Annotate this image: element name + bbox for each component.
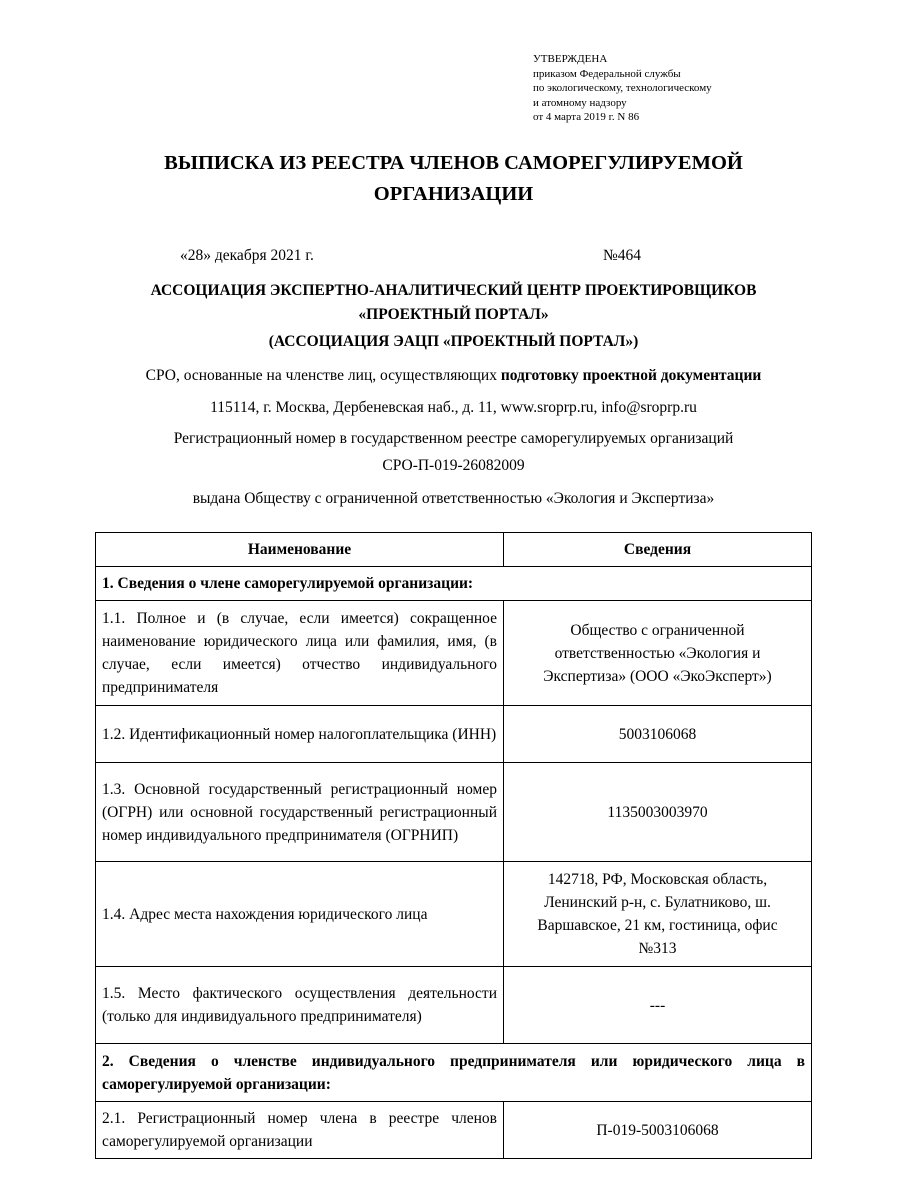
row-value: 5003106068	[504, 706, 812, 763]
approval-line: и атомному надзору	[533, 96, 627, 109]
sro-type	[0, 367, 907, 385]
registry-label: Регистрационный номер в государственном реестре саморегулируемых организаций	[173, 430, 734, 447]
document-date: «28» декабря 2021 г.	[180, 247, 314, 264]
title-line-2: ОРГАНИЗАЦИИ	[373, 183, 534, 205]
row-label: 1.3. Основной государственный регистрационный номер (ОГРН) или основной государственный регистрационный номер индивидуального предпринимателя (ОГРНИП)	[96, 763, 504, 862]
document-number: №464	[603, 247, 642, 264]
section-2-title: 2. Сведения о членстве индивидуального предпринимателя или юридического лица в саморегулируемой организации:	[96, 1044, 812, 1102]
table-row	[96, 601, 812, 706]
org-name-line-2: «ПРОЕКТНЫЙ ПОРТАЛ»	[358, 306, 549, 323]
row-value: 142718, РФ, Московская область, Ленинский р-н, с. Булатниково, ш. Варшавское, 21 км, гостиница, офис №313	[504, 862, 812, 967]
table-row	[96, 706, 812, 763]
row-label: 1.2. Идентификационный номер налогоплательщика (ИНН)	[96, 706, 504, 763]
section-row	[96, 1044, 812, 1102]
row-label: 1.4. Адрес места нахождения юридического лица	[96, 862, 504, 967]
title-line-1: ВЫПИСКА ИЗ РЕЕСТРА ЧЛЕНОВ САМОРЕГУЛИРУЕМОЙ	[164, 152, 743, 174]
approval-line: УТВЕРЖДЕНА	[533, 53, 608, 65]
row-value: П-019-5003106068	[504, 1102, 812, 1159]
approval-line: по экологическому, технологическому	[533, 82, 712, 94]
column-header-name: Наименование	[96, 533, 504, 567]
row-value: 1135003003970	[504, 763, 812, 862]
org-address: 115114, г. Москва, Дербеневская наб., д. 11, www.sroprp.ru, info@sroprp.ru	[210, 399, 697, 416]
row-label: 1.1. Полное и (в случае, если имеется) сокращенное наименование юридического лица или фамилия, имя, (в случае, если имеется) отчество индивидуального предпринимателя	[96, 601, 504, 706]
table-row	[96, 1102, 812, 1159]
table-header-row	[96, 533, 812, 567]
section-1-title: 1. Сведения о члене саморегулируемой организации:	[96, 567, 812, 601]
registry-table	[95, 532, 812, 1159]
column-header-info: Сведения	[504, 533, 812, 567]
approval-line: от 4 марта 2019 г. N 86	[533, 111, 640, 123]
registry-number: СРО-П-019-26082009	[382, 457, 525, 474]
sro-type-activity: подготовку проектной документации	[500, 367, 762, 384]
org-short-name: (АССОЦИАЦИЯ ЭАЦП «ПРОЕКТНЫЙ ПОРТАЛ»)	[268, 333, 639, 350]
approval-line: приказом Федеральной службы	[533, 67, 681, 80]
row-value: Общество с ограниченной ответственностью «Экология и Экспертиза» (ООО «ЭкоЭксперт»)	[504, 601, 812, 706]
issued-to: выдана Обществу с ограниченной ответственностью «Экология и Экспертиза»	[192, 490, 715, 507]
section-row	[96, 567, 812, 601]
sro-type-prefix: СРО, основанные на членстве лиц, осуществляющих	[145, 367, 497, 384]
document-title	[0, 148, 907, 210]
row-value: ---	[504, 967, 812, 1044]
org-name-line-1: АССОЦИАЦИЯ ЭКСПЕРТНО-АНАЛИТИЧЕСКИЙ ЦЕНТР ПРОЕКТИРОВЩИКОВ	[150, 282, 757, 299]
table-row	[96, 763, 812, 862]
approval-stamp	[533, 52, 712, 125]
row-label: 2.1. Регистрационный номер члена в реестре членов саморегулируемой организации	[96, 1102, 504, 1159]
table-row	[96, 967, 812, 1044]
row-label: 1.5. Место фактического осуществления деятельности (только для индивидуального предпринимателя)	[96, 967, 504, 1044]
table-row	[96, 862, 812, 967]
